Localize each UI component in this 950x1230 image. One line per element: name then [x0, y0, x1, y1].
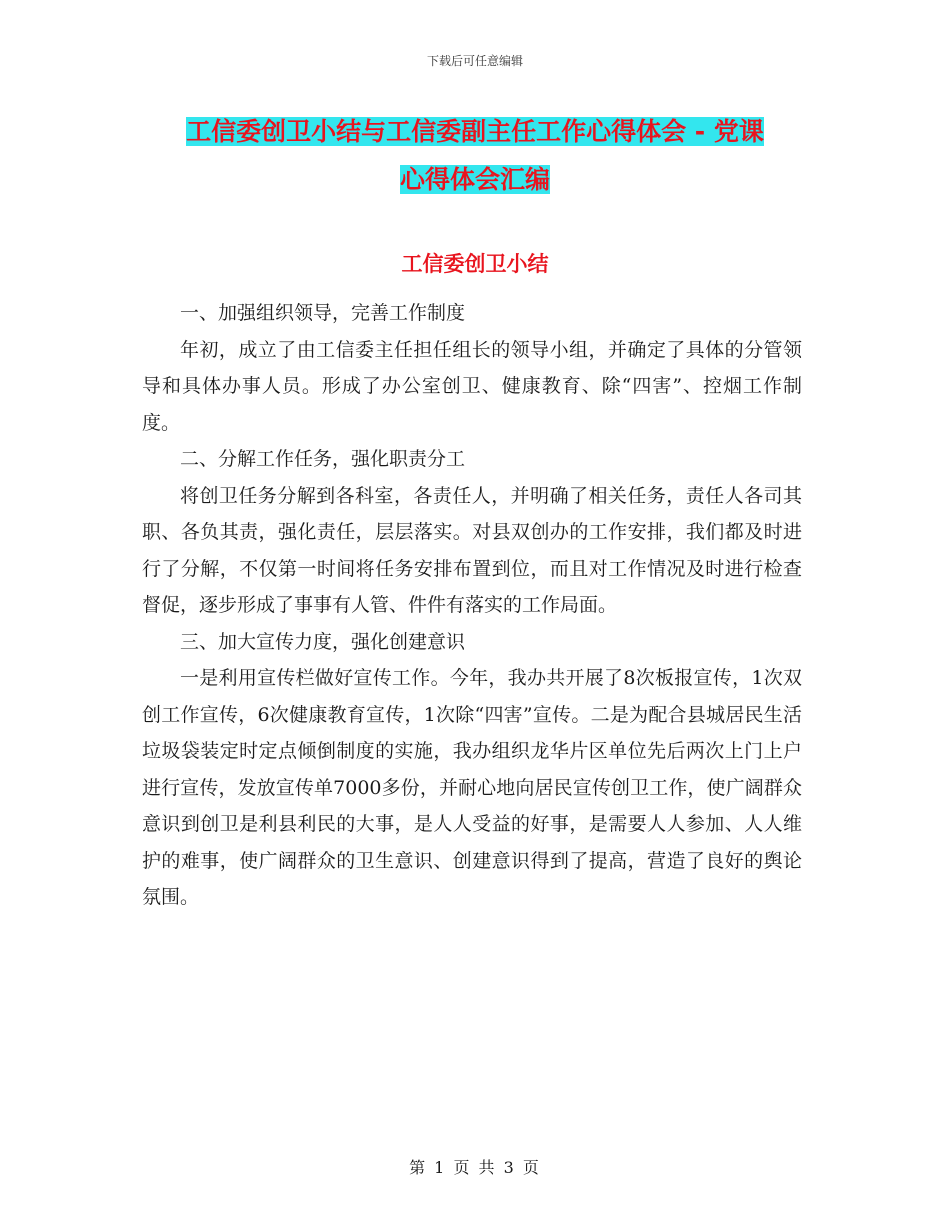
- heading-2: 二、分解工作任务，强化职责分工: [180, 448, 466, 470]
- section-title: 工信委创卫小结: [401, 252, 549, 276]
- page-header-note: 下载后可任意编辑: [426, 54, 523, 68]
- paragraph-1: 年初，成立了由工信委主任担任组长的领导小组，并确定了具体的分管领导和具体办事人员。形成了办公室创卫、健康教育、除“四害”、控烟工作制度。: [142, 338, 802, 434]
- heading-3: 三、加大宣传力度，强化创建意识: [180, 630, 466, 653]
- document-title-line2: 心得体会汇编: [399, 165, 550, 194]
- document-body: [142, 295, 802, 916]
- heading-1: 一、加强组织领导，完善工作制度: [180, 302, 466, 324]
- document-title: [140, 108, 810, 204]
- paragraph-3: 一是利用宣传栏做好宣传工作。今年，我办共开展了8次板报宣传，1次双创工作宣传，6次健康教育宣传，1次除“四害”宣传。二是为配合县城居民生活垃圾袋装定时定点倾倒制度的实施，我办组织龙华片区单位先后两次上门上户进行宣传，发放宣传单7000多份，并耐心地向居民宣传创卫工作，使广阔群众意识到创卫是利县利民的大事，是人人受益的好事，是需要人人参加、人人维护的难事，使广阔群众的卫生意识、创建意识得到了提高，营造了良好的舆论氛围。: [142, 667, 802, 908]
- document-title-line1: 工信委创卫小结与工信委副主任工作心得体会 - 党课: [186, 117, 764, 146]
- page-number-footer: 第 1 页 共 3 页: [409, 1158, 541, 1177]
- paragraph-2: 将创卫任务分解到各科室，各责任人，并明确了相关任务，责任人各司其职、各负其责，强化责任，层层落实。对县双创办的工作安排，我们都及时进行了分解，不仅第一时间将任务安排布置到位，而且对工作情况及时进行检查督促，逐步形成了事事有人管、件件有落实的工作局面。: [142, 484, 802, 616]
